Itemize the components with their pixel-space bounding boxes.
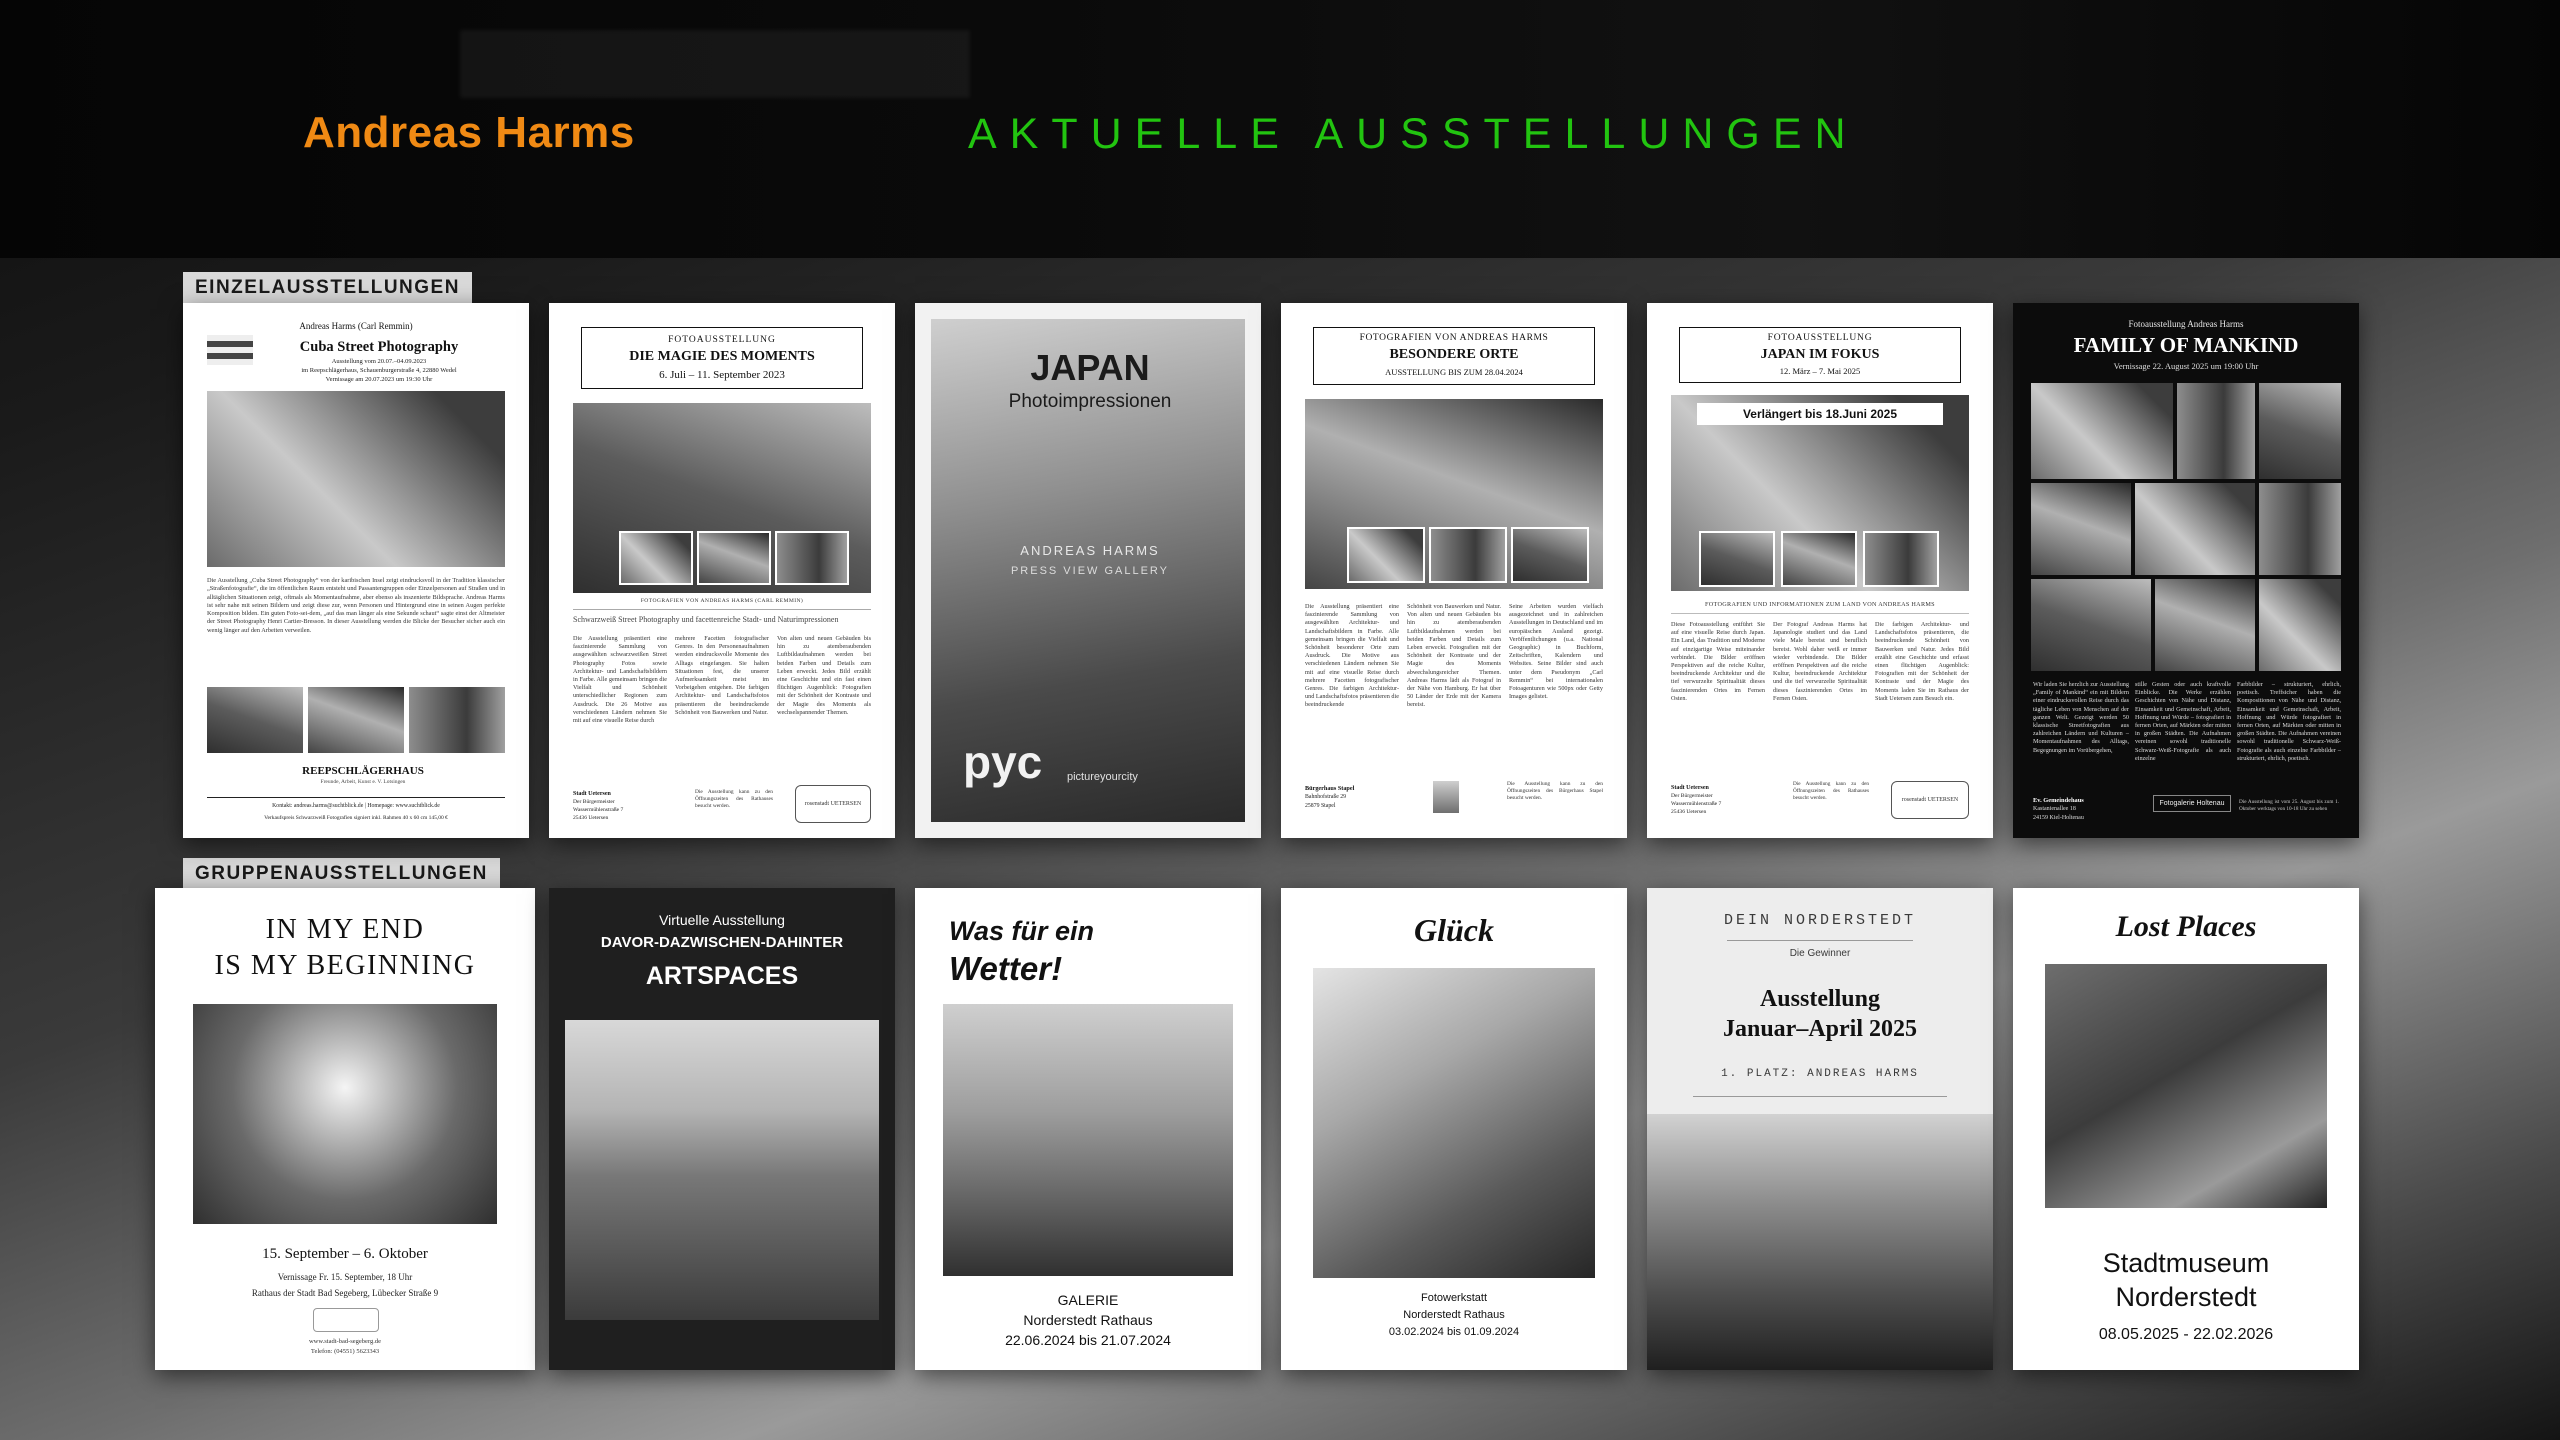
poster-title-line1: IN MY END [265, 914, 425, 945]
poster-venue-gallery: GALERIE [1057, 1292, 1119, 1308]
glueck-main-photo [1313, 968, 1595, 1278]
poster-footer-street: Wassermühlenstraße 7 [573, 807, 624, 813]
poster-credit: FOTOGRAFIEN VON ANDREAS HARMS (CARL REMMIN) [640, 598, 804, 604]
poster-dein-norderstedt[interactable] [1647, 888, 1993, 1370]
in-my-end-main-photo [193, 1004, 497, 1224]
poster-footer-zip: 25879 Stapel [1305, 803, 1336, 809]
magie-inset-photo-1 [619, 531, 693, 585]
mankind-photo-1 [2031, 383, 2173, 479]
poster-venue-name: Norderstedt Rathaus [1023, 1312, 1153, 1328]
page-header [0, 0, 2560, 258]
poster-was-fuer-ein-wetter[interactable] [915, 888, 1261, 1370]
poster-contact-price: Verkaufspreis Schwarzweiß Fotografien signiert inkl. Rahmen 40 x 60 cm 145,00 € [264, 815, 448, 821]
mankind-photo-3 [2259, 383, 2341, 479]
wetter-main-photo [943, 1004, 1233, 1276]
poster-title: BESONDERE ORTE [1389, 347, 1519, 362]
mankind-photo-7 [2031, 579, 2151, 671]
poster-column-1: Diese Fotoausstellung entführt Sie auf eine visuelle Reise durch Japan. Ein Land, das Tradition und Moderne auf einzigartige Weise miteinander verbindet. Die Bilder eröffnen Perspektiven auf die reiche Kultur, beeindruckende Architektur und die tief verwurzelte Spiritualität dieses faszinierenden Ortes im Fernen Osten. [1671, 621, 1765, 702]
poster-opening-note: Die Ausstellung ist vom 25. August bis zum 1. Oktober werktags von 10-18 Uhr zu sehen [2239, 799, 2339, 812]
poster-title: JAPAN [1030, 347, 1150, 388]
cuba-flag-image [207, 335, 253, 365]
divider [573, 609, 871, 610]
poster-footer-city: Stadt Uetersen [1671, 785, 1709, 791]
poster-venue-name: Ev. Gemeindehaus [2033, 797, 2084, 804]
poster-footer-sub: Freunde, Arbeit, Kunst e. V. Lotsingen [320, 779, 406, 785]
section-label-group: GRUPPENAUSSTELLUNGEN [183, 858, 500, 891]
poster-footer-mayor: Der Bürgermeister [1671, 793, 1713, 799]
poster-footer-mayor: Der Bürgermeister [573, 799, 615, 805]
mankind-photo-5 [2135, 483, 2255, 575]
poster-japan-photoimpressionen[interactable] [915, 303, 1261, 838]
japan-fokus-inset-1 [1699, 531, 1775, 587]
besondere-orte-inset-3 [1511, 527, 1589, 583]
poster-lost-places[interactable] [2013, 888, 2359, 1370]
poster-footer-venue: Bürgerhaus Stapel [1305, 785, 1355, 792]
mankind-photo-8 [2155, 579, 2255, 671]
poster-intro: Schwarzweiß Street Photography und facettenreiche Stadt- und Naturimpressionen [573, 615, 839, 624]
divider-bottom [1693, 1096, 1947, 1097]
city-logo [313, 1308, 379, 1332]
poster-title-line2: IS MY BEGINNING [214, 950, 476, 981]
poster-contact: Kontakt: andreas.harms@suchtblick.de | Homepage: www.suchtblick.de [272, 803, 440, 809]
poster-column-2: Der Fotograf Andreas Harms hat Japanologie studiert und das Land viele Male bereist und beruflich bereist. Wohl daher weiß er immer wieder verbindende. Die Bilder eröffnen Perspektiven auf die reiche Kultur, beeindruckende Architektur und die tief verwurzelte Spiritualität dieses faszinierenden Ortes im Fernen Osten. [1773, 621, 1867, 702]
poster-in-my-end-is-my-beginning[interactable] [155, 888, 535, 1370]
poster-title: Lost Places [2115, 910, 2257, 943]
section-label-solo: EINZELAUSSTELLUNGEN [183, 272, 472, 305]
poster-artspaces[interactable] [549, 888, 895, 1370]
poster-die-magie-des-moments[interactable] [549, 303, 895, 838]
poster-title: Cuba Street Photography [299, 339, 459, 355]
poster-footer-street: Bahnhofstraße 29 [1305, 794, 1347, 800]
poster-title: FAMILY OF MANKIND [2073, 333, 2299, 357]
poster-author: ANDREAS HARMS [1020, 543, 1160, 558]
poster-kicker: FOTOAUSSTELLUNG [668, 335, 776, 345]
poster-column-1: Die Ausstellung präsentiert eine faszinierende Sammlung von ausgewählten schwarzweißen Street Photography Fotos sowie Architektur- und Landschaftsbildern in Farbe. Alle gemeinsam bringen die Vielfalt und Schönheit unterschiedlicher Regionen zum Ausdruck. Die 26 Motive aus verschiedenen Ländern nehmen Sie mit auf eine visuelle Reise durch [573, 635, 667, 724]
poster-venue-street: Kastanienallee 18 [2033, 806, 2076, 812]
poster-footer-city: Stadt Uetersen [573, 791, 611, 797]
poster-footer-note: Die Ausstellung kann zu den Öffnungszeiten des Rathauses besucht werden. [695, 789, 773, 810]
cuba-photo-strip-2 [308, 687, 404, 753]
poster-dates: 12. März – 7. Mai 2025 [1779, 366, 1861, 376]
poster-column-2: mehrere Facetten fotografischer Genres. In den Personenaufnahmen werden eindrucksvolle Momente des Alltags eingefangen. Sie halten Situationen fest, die unserer Aufmerksamkeit meist im Vorbeigehen entgehen. Die farbigen Architektur- und Landschaftsfotos präsentieren die beeindruckende Schönheit von Bauwerken und Natur. [675, 635, 769, 716]
poster-column-1: Wir laden Sie herzlich zur Ausstellung „Family of Mankind“ ein mit Bildern einer eindrucksvollen Reise durch das tägliche Leben von Menschen auf der ganzen Welt. Gezeigt werden 50 klassische Streetfotografien aus zahlreichen Ländern und Kulturen – Momentaufnahmen des Alltags, Begegnungen im Vorübergehen, [2033, 681, 2129, 754]
divider [207, 797, 505, 798]
poster-title: Glück [1414, 912, 1494, 948]
poster-venue-workshop: Fotowerkstatt [1420, 1292, 1488, 1304]
poster-footer-street: Wassermühlenstraße 7 [1671, 801, 1722, 807]
poster-dates: 22.06.2024 bis 21.07.2024 [1005, 1332, 1171, 1348]
poster-column-2: Schönheit von Bauwerken und Natur. Von alten und neuen Gebäuden bis hin zu atemberaubenden Luftbildaufnahmen werden bei beiden Farben und Details zum Leben erweckt. Fotografien mit der Schönheit der Kontraste und der Magie des Moments abwechslungsreicher Themen. Andreas Harms lädt als Fotograf in der Nähe von Hamburg. Er hat über 50 Länder der Erde mit der Kamera bereist. [1407, 603, 1501, 709]
poster-placement: 1. PLATZ: ANDREAS HARMS [1721, 1068, 1919, 1080]
divider-top [1727, 940, 1913, 941]
poster-besondere-orte[interactable] [1281, 303, 1627, 838]
poster-brand: pyc [963, 736, 1043, 788]
japan-fokus-inset-3 [1863, 531, 1939, 587]
coat-of-arms-icon [1433, 781, 1459, 813]
artist-name: Andreas Harms [303, 108, 635, 157]
poster-kicker: DEIN NORDERSTEDT [1723, 912, 1917, 929]
poster-caption: FOTOGRAFIEN UND INFORMATIONEN ZUM LAND VON ANDREAS HARMS [1705, 601, 1935, 608]
cuba-photo-strip-3 [409, 687, 505, 753]
besondere-orte-inset-2 [1429, 527, 1507, 583]
japan-fokus-inset-2 [1781, 531, 1857, 587]
poster-venue-name: Norderstedt Rathaus [1403, 1309, 1505, 1321]
poster-column-3: Farbbilder – strukturiert, ehrlich, poetisch. Treffsicher haben die Kompositionen von Nähe und Distanz, Einsamkeit und Gemeinschaft, Arbeit, Hoffnung und Würde fotografiert in fernen Orten, auf Märkten oder mitten in großen Städten. Die Aufnahmen vereinen sowohl traditionelle Schwarz-Weiß-Fotografie als auch einzelne Farbbilder – strukturiert, ehrlich, poetisch. [2237, 681, 2341, 762]
norderstedt-main-photo [1647, 1114, 1993, 1370]
uetersen-logo: rosenstadt UETERSEN [795, 785, 871, 823]
uetersen-logo: rosenstadt UETERSEN [1891, 781, 1969, 819]
poster-dates: 03.02.2024 bis 01.09.2024 [1388, 1326, 1520, 1338]
poster-kicker: Fotoausstellung Andreas Harms [2128, 319, 2244, 329]
poster-family-of-mankind[interactable] [2013, 303, 2359, 838]
extension-banner: Verlängert bis 18.Juni 2025 [1697, 403, 1943, 425]
poster-column-3: Die farbigen Architektur- und Landschaftsfotos präsentieren, die beeindruckende Schönheit von Bauwerken und Natur. Jedes Bild erzählt eine Geschichte und erfasst einen flüchtigen Augenblick: Fotografien mit der Schönheit der Kontraste und der Magie des Moments laden Sie im Rathaus der Stadt Uetersen zum Besuch ein. [1875, 621, 1969, 702]
besondere-orte-inset-1 [1347, 527, 1425, 583]
poster-title-line2: Wetter! [949, 950, 1063, 987]
poster-column-3: Von alten und neuen Gebäuden bis hin zu atemberaubenden Luftbildaufnahmen werden bei beiden Farben und Details zum Leben erweckt. Jedes Bild erzählt eine Geschichte und ein fast einen flüchtigen Augenblick: Fotografien mit der Schönheit der Kontraste und der Magie des Moments als wechselspannender Themen. [777, 635, 871, 716]
poster-kicker: FOTOAUSSTELLUNG [1767, 333, 1873, 343]
page-title: AKTUELLE AUSSTELLUNGEN [968, 110, 1859, 158]
poster-dates: Vernissage 22. August 2025 um 19:00 Uhr [2113, 361, 2259, 371]
poster-venue-line1: Stadtmuseum [2102, 1248, 2270, 1278]
mankind-photo-6 [2259, 483, 2341, 575]
poster-footer-note: Die Ausstellung kann zu den Öffnungszeiten des Rathauses besucht werden. [1793, 781, 1869, 801]
mankind-photo-9 [2259, 579, 2341, 671]
poster-vernissage: Vernissage Fr. 15. September, 18 Uhr [277, 1272, 413, 1282]
poster-subtitle: DAVOR-DAZWISCHEN-DAHINTER [600, 934, 844, 951]
poster-title-line2: Januar–April 2025 [1722, 1016, 1917, 1042]
header-highlight-bar [460, 30, 970, 98]
poster-kicker: Virtuelle Ausstellung [659, 912, 785, 928]
poster-body-text: Die Ausstellung „Cuba Street Photography“ von der karibischen Insel zeigt eindrucksvoll in der Tradition klassischer „Straßenfotografie“, die im öffentlichen Raum entsteht und Passantengruppen oder Einzelpersonen auf Straßen und in alltäglichen Situationen zeigt, oftmals als Momentaufnahme, aber ebenso als inszenierte Bildsprache. Andreas Harms ist sehr nahe mit seinen Bildern und zeigt diese zur, wenn Personen und Hintergrund eine in seinen Augen perfekte Komposition bilden. Ein guten Foto-sei-dem, „auf das man länger als eine Sekunde schaut“ sagte einst der Altmeister der Street Photography Henri Cartier-Bresson. In dieser Ausstellung werden die Blicke der Besucher sicher auch ein wenig länger auf den Arbeiten verweilen. [207, 577, 505, 634]
poster-glueck[interactable] [1281, 888, 1627, 1370]
poster-dates: AUSSTELLUNG BIS ZUM 28.04.2024 [1385, 367, 1523, 377]
poster-dates: 6. Juli – 11. September 2023 [659, 369, 785, 381]
poster-title: ARTSPACES [645, 962, 799, 990]
cuba-photo-strip-1 [207, 687, 303, 753]
poster-footer-note: Die Ausstellung kann zu den Öffnungszeiten des Bürgerhaus Stapel besucht werden. [1507, 781, 1603, 802]
mankind-photo-2 [2177, 383, 2255, 479]
poster-subtitle: Die Gewinner [1789, 948, 1851, 959]
poster-footer-logo: REEPSCHLÄGERHAUS [302, 765, 424, 777]
poster-column-2: stille Gesten oder auch kraftvolle Einblicke. Die Werke erzählen Geschichten von Nähe und Distanz, Einsamkeit und Gemeinschaft, Arbeit, Hoffnung und Würde – fotografiert in fernen Orten, auf Märkten oder mitten in großen Städten. Die Aufnahmen vereinen sowohl traditionelle Schwarz-Weiß-Fotografie als auch einzelne [2135, 681, 2231, 762]
poster-venue-city: 24159 Kiel-Holtenau [2033, 815, 2084, 821]
poster-subtitle: Photoimpressionen [1008, 391, 1172, 412]
poster-column-1: Die Ausstellung präsentiert eine faszinierende Sammlung von ausgewählten Architektur- und Landschaftsbildern in Farbe. Alle gemeinsam bringen die Vielfalt und Schönheit besonderer Orte zum Ausdruck. Die Motive aus verschiedenen Ländern nehmen Sie mit auf eine visuelle Reise durch mehrere Facetten fotografischer Genres. Die farbigen Architektur- und Landschaftsfotos präsentieren die beeindruckende [1305, 603, 1399, 709]
poster-cuba-street-photography[interactable] [183, 303, 529, 838]
mankind-photo-4 [2031, 483, 2131, 575]
poster-author: Andreas Harms (Carl Remmin) [299, 321, 413, 331]
poster-venue-line2: Norderstedt [2115, 1282, 2257, 1312]
poster-brand-sub: pictureyourcity [1067, 771, 1138, 783]
poster-web: www.stadt-bad-segeberg.de [308, 1338, 382, 1345]
poster-vernissage: Vernissage am 20.07.2023 um 19:30 Uhr [325, 376, 433, 383]
poster-title: DIE MAGIE DES MOMENTS [629, 349, 815, 364]
poster-dates: 08.05.2025 - 22.02.2026 [2098, 1326, 2274, 1343]
artspaces-main-photo [565, 1020, 879, 1320]
poster-subtitle: Ausstellung vom 20.07.–04.09.2023 [331, 358, 427, 365]
poster-dates: 15. September – 6. Oktober [262, 1246, 428, 1262]
cuba-main-photo [207, 391, 505, 567]
poster-gallery: PRESS VIEW GALLERY [1010, 565, 1170, 577]
poster-footer-zip: 25436 Uetersen [1671, 809, 1707, 815]
poster-venue: im Reepschlägerhaus, Schauenburgerstraße 4, 22880 Wedel [301, 367, 457, 374]
poster-venue: Rathaus der Stadt Bad Segeberg, Lübecker Straße 9 [251, 1288, 439, 1298]
poster-title: JAPAN IM FOKUS [1760, 347, 1880, 362]
poster-title-line1: Was für ein [949, 916, 1095, 946]
gallery-badge: Fotogalerie Holtenau [2153, 795, 2231, 812]
magie-inset-photo-2 [697, 531, 771, 585]
poster-title-line1: Ausstellung [1759, 986, 1881, 1012]
magie-inset-photo-3 [775, 531, 849, 585]
divider [1671, 613, 1969, 614]
poster-kicker: FOTOGRAFIEN VON ANDREAS HARMS [1359, 333, 1549, 343]
poster-column-3: Seine Arbeiten wurden vielfach ausgezeichnet und in zahlreichen Ausstellungen in Deutschland und im europäischen Ausland gezeigt. Veröffentlichungen (u.a. National Geographic) in Buchform, Zeitschriften, Kalendern und Websites. Seine Bilder sind auch unter dem Pseudonym „Carl Remmin“ bei internationalen Fotoagenturen wie 500px oder Getty Images gelistet. [1509, 603, 1603, 701]
poster-japan-im-fokus[interactable] [1647, 303, 1993, 838]
poster-footer-zip: 25436 Uetersen [573, 815, 609, 821]
poster-phone: Telefon: (04551) 5623343 [310, 1348, 380, 1355]
lost-places-main-photo [2045, 964, 2327, 1208]
